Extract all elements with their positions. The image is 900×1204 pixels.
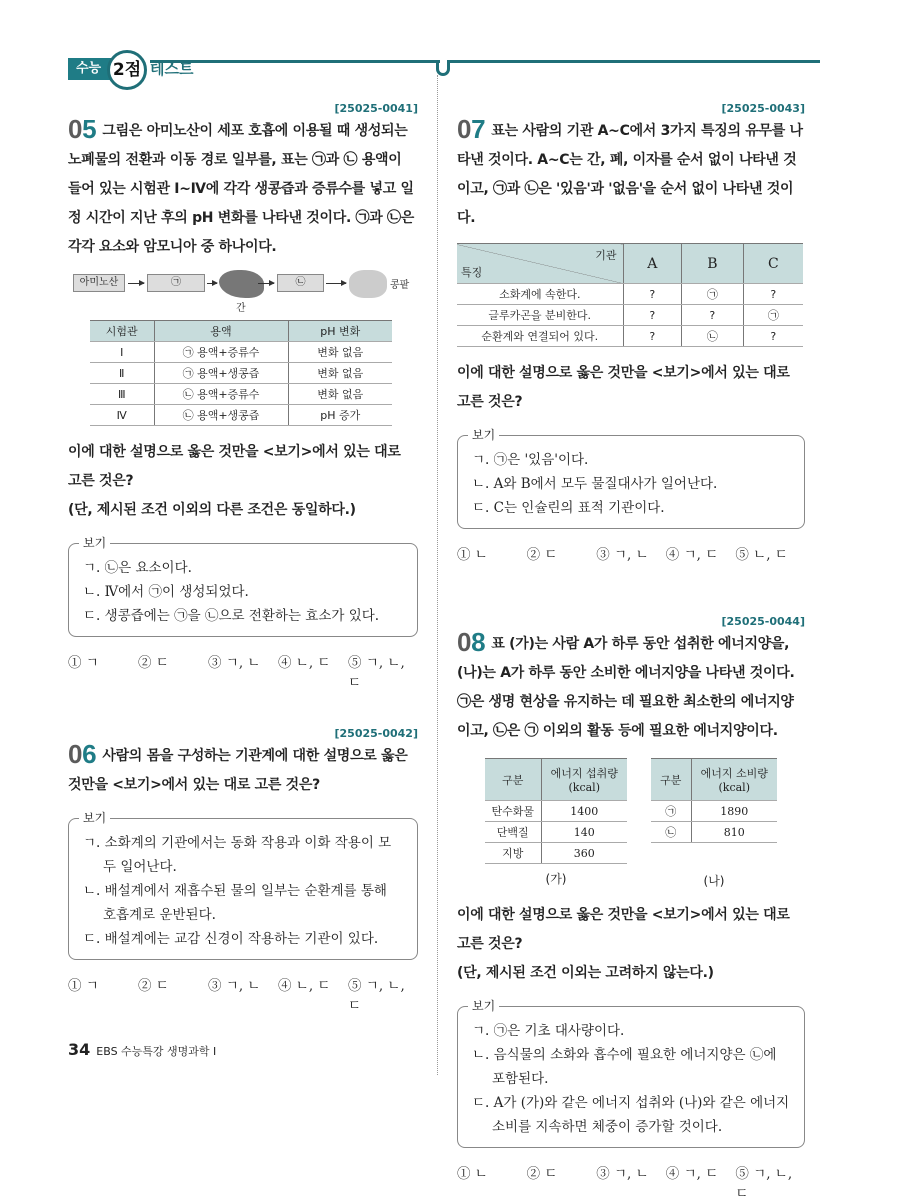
arrow <box>326 283 346 284</box>
table-row: Ⅳ ㉡ 용액+생콩즙 pH 증가 <box>90 405 392 426</box>
choice-5[interactable]: ⑤ ㄱ, ㄴ, ㄷ <box>348 655 405 691</box>
choice-1[interactable]: ① ㄱ <box>68 978 99 994</box>
table-row: 탄수화물 1400 <box>485 801 627 822</box>
choice-2[interactable]: ② ㄷ <box>138 978 169 994</box>
box-label: 보기 <box>79 810 110 826</box>
question-code: [25025-0044] <box>721 615 805 628</box>
question-number: 05 <box>68 114 97 144</box>
table-header: 구분 <box>485 759 541 801</box>
table-a-caption: (가) <box>545 872 567 886</box>
question-text: 08 표 (가)는 사람 A가 하루 동안 섭취한 에너지양을, (나)는 A가 하루 동안 소비한 에너지양을 나타낸 것이다. ㉠은 생명 현상을 유지하는 데 필요한 최소한의 에너지양이고, ㉡은 ㉠ 이외의 활동 등에 필요한 에너지양이다. <box>457 627 795 739</box>
q05-choices <box>68 653 418 693</box>
amino-acid-box: 아미노산 <box>73 274 125 292</box>
question-text: 07 표는 사람의 기관 A~C에서 3가지 특징의 유무를 나타낸 것이다. A~C는 간, 폐, 이자를 순서 없이 나타낸 것이고, ㉠과 ㉡은 '있음'과 '없음'을 순서 없이 나타낸 것이다. <box>457 114 803 226</box>
choice-4[interactable]: ④ ㄴ, ㄷ <box>278 655 331 671</box>
table-row: 소화계에 속한다. ? ㉠ ? <box>457 284 803 305</box>
q05-example-box <box>68 536 418 637</box>
table-b-caption: (나) <box>703 874 725 888</box>
table-a-wrap <box>485 758 627 889</box>
q08-example-box <box>457 999 805 1148</box>
box-label: 보기 <box>468 998 499 1014</box>
choice-4[interactable]: ④ ㄱ, ㄷ <box>665 547 719 563</box>
table-header: 시험관 <box>90 321 154 342</box>
page-number: 34 <box>68 1040 91 1059</box>
q07-table <box>457 243 803 347</box>
box-label: 보기 <box>79 535 110 551</box>
table-header: 에너지 섭취량 (kcal) <box>541 759 627 801</box>
header-rule-right <box>450 60 820 63</box>
question-code: [25025-0041] <box>334 102 418 115</box>
right-column <box>457 102 805 1204</box>
box-label: 보기 <box>468 427 499 443</box>
left-column <box>68 102 418 1062</box>
table-header: 에너지 소비량 (kcal) <box>691 759 777 801</box>
header-rule <box>150 60 440 63</box>
table-row: Ⅲ ㉡ 용액+증류수 변화 없음 <box>90 384 392 405</box>
example-item: ㄴ. 음식물의 소화와 흡수에 필요한 에너지양은 ㉡에 포함된다. <box>472 1047 777 1087</box>
q08-choices <box>457 1164 805 1204</box>
table-corner: 기관 특징 <box>457 244 623 284</box>
example-item: ㄴ. A와 B에서 모두 물질대사가 일어난다. <box>472 476 718 492</box>
table-header: B <box>682 244 744 284</box>
table-row: 지방 360 <box>485 843 627 864</box>
table-header: C <box>743 244 803 284</box>
choice-5[interactable]: ⑤ ㄴ, ㄷ <box>735 547 788 563</box>
table-row: ㉠ 1890 <box>651 801 777 822</box>
choice-5[interactable]: ⑤ ㄱ, ㄴ, ㄷ <box>735 1166 793 1202</box>
pathway-diagram <box>68 270 418 314</box>
question-06 <box>68 697 418 800</box>
table-header: 구분 <box>651 759 691 801</box>
choice-2[interactable]: ② ㄷ <box>138 655 169 671</box>
q08-tables <box>485 758 805 889</box>
kidney-label: 콩팥 <box>390 280 410 291</box>
question-08 <box>457 615 805 746</box>
page-footer <box>68 1040 418 1062</box>
kidney-icon <box>349 270 387 298</box>
example-item: ㄴ. 배설계에서 재흡수된 물의 일부는 순환계를 통해 호흡계로 운반된다. <box>83 883 387 923</box>
liver-icon <box>219 270 264 298</box>
choice-4[interactable]: ④ ㄴ, ㄷ <box>278 978 331 994</box>
substance-a-box: ㉠ <box>147 274 205 292</box>
table-row: Ⅰ ㉠ 용액+증류수 변화 없음 <box>90 342 392 363</box>
table-header: 용액 <box>154 321 288 342</box>
substance-b-box: ㉡ <box>277 274 324 292</box>
choice-5[interactable]: ⑤ ㄱ, ㄴ, ㄷ <box>348 978 405 1014</box>
table-b-wrap <box>651 758 777 889</box>
book-title: EBS 수능특강 생명과학 Ⅰ <box>96 1045 217 1058</box>
q06-choices <box>68 976 418 1016</box>
question-number: 07 <box>457 114 486 144</box>
section-points: 2점 <box>107 50 147 90</box>
question-07 <box>457 102 805 233</box>
q08-prompt: 이에 대한 설명으로 옳은 것만을 <보기>에서 있는 대로 고른 것은? (단, 제시된 조건 이외는 고려하지 않는다.) <box>457 907 790 981</box>
question-code: [25025-0042] <box>334 727 418 740</box>
q08-table-b <box>651 758 777 843</box>
q07-choices <box>457 545 805 565</box>
choice-3[interactable]: ③ ㄱ, ㄴ <box>596 1166 649 1182</box>
q08-table-a <box>485 758 627 864</box>
table-row: 단백질 140 <box>485 822 627 843</box>
q06-example-box <box>68 811 418 960</box>
example-item: ㄷ. C는 인슐린의 표적 기관이다. <box>472 500 665 516</box>
example-item: ㄱ. ㉠은 기초 대사량이다. <box>472 1023 625 1039</box>
choice-3[interactable]: ③ ㄱ, ㄴ <box>208 978 261 994</box>
arrow <box>207 283 217 284</box>
q07-example-box <box>457 428 805 529</box>
section-title: 테스트 <box>150 60 194 78</box>
q07-prompt: 이에 대한 설명으로 옳은 것만을 <보기>에서 있는 대로 고른 것은? <box>457 365 790 410</box>
table-row: 글루카곤을 분비한다. ? ? ㉠ <box>457 305 803 326</box>
choice-1[interactable]: ① ㄱ <box>68 655 99 671</box>
choice-1[interactable]: ① ㄴ <box>457 1166 488 1182</box>
example-item: ㄴ. Ⅳ에서 ㉠이 생성되었다. <box>83 584 249 600</box>
choice-2[interactable]: ② ㄷ <box>526 547 558 563</box>
header-hook <box>436 60 450 76</box>
question-text: 05 그림은 아미노산이 세포 호흡에 이용될 때 생성되는 노폐물의 전환과 이동 경로 일부를, 표는 ㉠과 ㉡ 용액이 들어 있는 시험관 Ⅰ~Ⅳ에 각각 생콩즙과 증류수를 넣고 일정 시간이 지난 후의 pH 변화를 나타낸 것이다. ㉠과 ㉡은 각각 요소와 암모니아 중 하나이다. <box>68 114 414 255</box>
choice-2[interactable]: ② ㄷ <box>526 1166 558 1182</box>
table-row: ㉡ 810 <box>651 822 777 843</box>
example-item: ㄱ. 소화계의 기관에서는 동화 작용과 이화 작용이 모두 일어난다. <box>83 835 392 875</box>
q05-prompt: 이에 대한 설명으로 옳은 것만을 <보기>에서 있는 대로 고른 것은? (단, 제시된 조건 이외의 다른 조건은 동일하다.) <box>68 444 401 518</box>
example-item: ㄱ. ㉡은 요소이다. <box>83 560 192 576</box>
table-row: Ⅱ ㉠ 용액+생콩즙 변화 없음 <box>90 363 392 384</box>
q05-table <box>90 320 392 426</box>
column-divider <box>437 75 438 1075</box>
choice-1[interactable]: ① ㄴ <box>457 547 488 563</box>
example-item: ㄷ. 생콩즙에는 ㉠을 ㉡으로 전환하는 효소가 있다. <box>83 608 380 624</box>
example-item: ㄷ. A가 (가)와 같은 에너지 섭취와 (나)와 같은 에너지 소비를 지속하면 체중이 증가할 것이다. <box>472 1095 790 1135</box>
section-badge: 수능 <box>68 58 120 80</box>
table-header: A <box>623 244 682 284</box>
liver-label: 간 <box>236 303 246 314</box>
choice-4[interactable]: ④ ㄱ, ㄷ <box>665 1166 719 1182</box>
question-05 <box>68 102 418 262</box>
question-code: [25025-0043] <box>721 102 805 115</box>
example-item: ㄱ. ㉠은 '있음'이다. <box>472 452 589 468</box>
choice-3[interactable]: ③ ㄱ, ㄴ <box>208 655 261 671</box>
question-text: 06 사람의 몸을 구성하는 기관계에 대한 설명으로 옳은 것만을 <보기>에서 있는 대로 고른 것은? <box>68 739 408 793</box>
choice-3[interactable]: ③ ㄱ, ㄴ <box>596 547 649 563</box>
question-number: 06 <box>68 739 97 769</box>
table-header: pH 변화 <box>288 321 392 342</box>
example-item: ㄷ. 배설계에는 교감 신경이 작용하는 기관이 있다. <box>83 931 379 947</box>
arrow <box>128 283 144 284</box>
arrow <box>258 283 274 284</box>
question-number: 08 <box>457 627 486 657</box>
table-row: 순환계와 연결되어 있다. ? ㉡ ? <box>457 326 803 347</box>
